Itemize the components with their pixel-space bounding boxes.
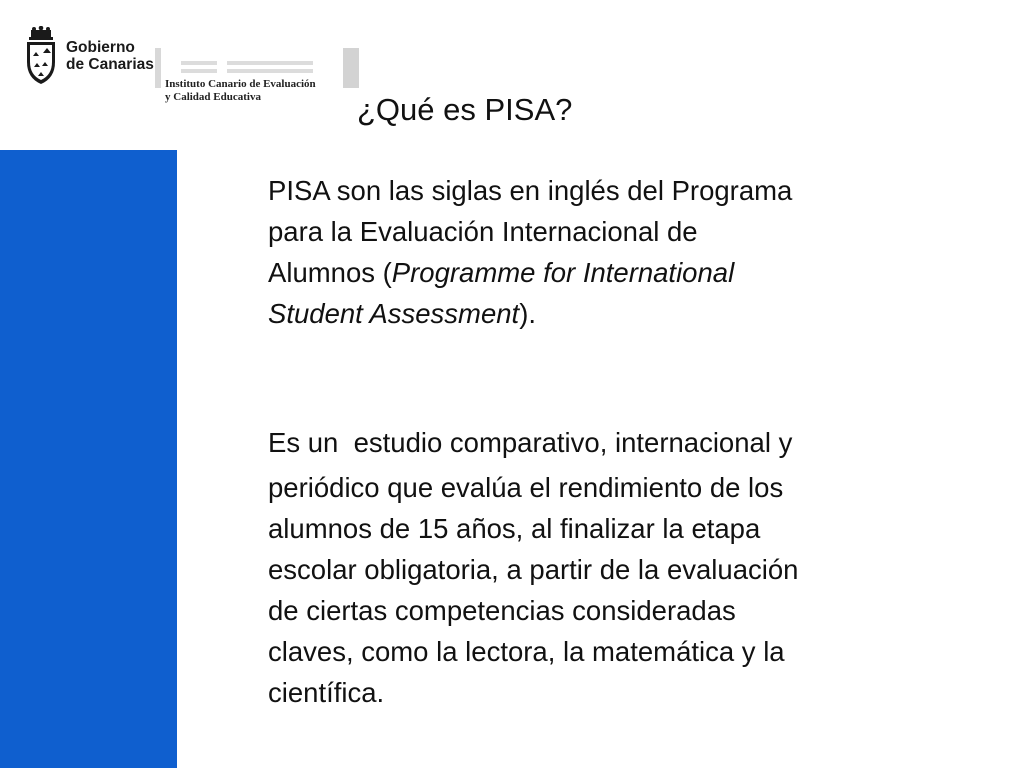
paragraph2-line6: claves, como la lectora, la matemática y la (268, 636, 785, 667)
paragraph2-line5: de ciertas competencias consideradas (268, 595, 736, 626)
paragraph1-line1: PISA son las siglas en inglés del Programa (268, 175, 793, 206)
gobierno-logo-line2: de Canarias (66, 56, 154, 73)
paragraph2-line2: periódico que evalúa el rendimiento de los (268, 472, 784, 503)
paragraph1-line3-italic: Programme for International (391, 257, 735, 288)
paragraph1-line4-text: ). (519, 298, 537, 329)
paragraph1-line4-italic: Student Assessment (268, 298, 520, 329)
paragraph1-line3 (268, 252, 792, 293)
paragraph2-line4: escolar obligatoria, a partir de la evaluación (268, 554, 799, 585)
sidebar-color-bar (0, 150, 177, 768)
slide-title: ¿Qué es PISA? (357, 92, 573, 127)
paragraph-definition (268, 170, 792, 334)
gobierno-de-canarias-logo (24, 26, 154, 86)
coat-of-arms-icon (24, 26, 58, 86)
institute-logo-line2: y Calidad Educativa (165, 91, 261, 103)
paragraph2-line3: alumnos de 15 años, al finalizar la etapa (268, 513, 761, 544)
gobierno-logo-line1: Gobierno (66, 39, 135, 56)
institute-logo-line1: Instituto Canario de Evaluación (165, 78, 316, 90)
paragraph2-line1: Es un estudio comparativo, internacional y (268, 427, 793, 458)
paragraph-description (268, 422, 798, 713)
paragraph2-line7: científica. (268, 677, 385, 708)
institute-logo (155, 48, 360, 110)
paragraph1-line3-text: Alumnos ( (268, 257, 392, 288)
paragraph1-line2: para la Evaluación Internacional de (268, 216, 698, 247)
paragraph1-line4 (268, 293, 792, 334)
